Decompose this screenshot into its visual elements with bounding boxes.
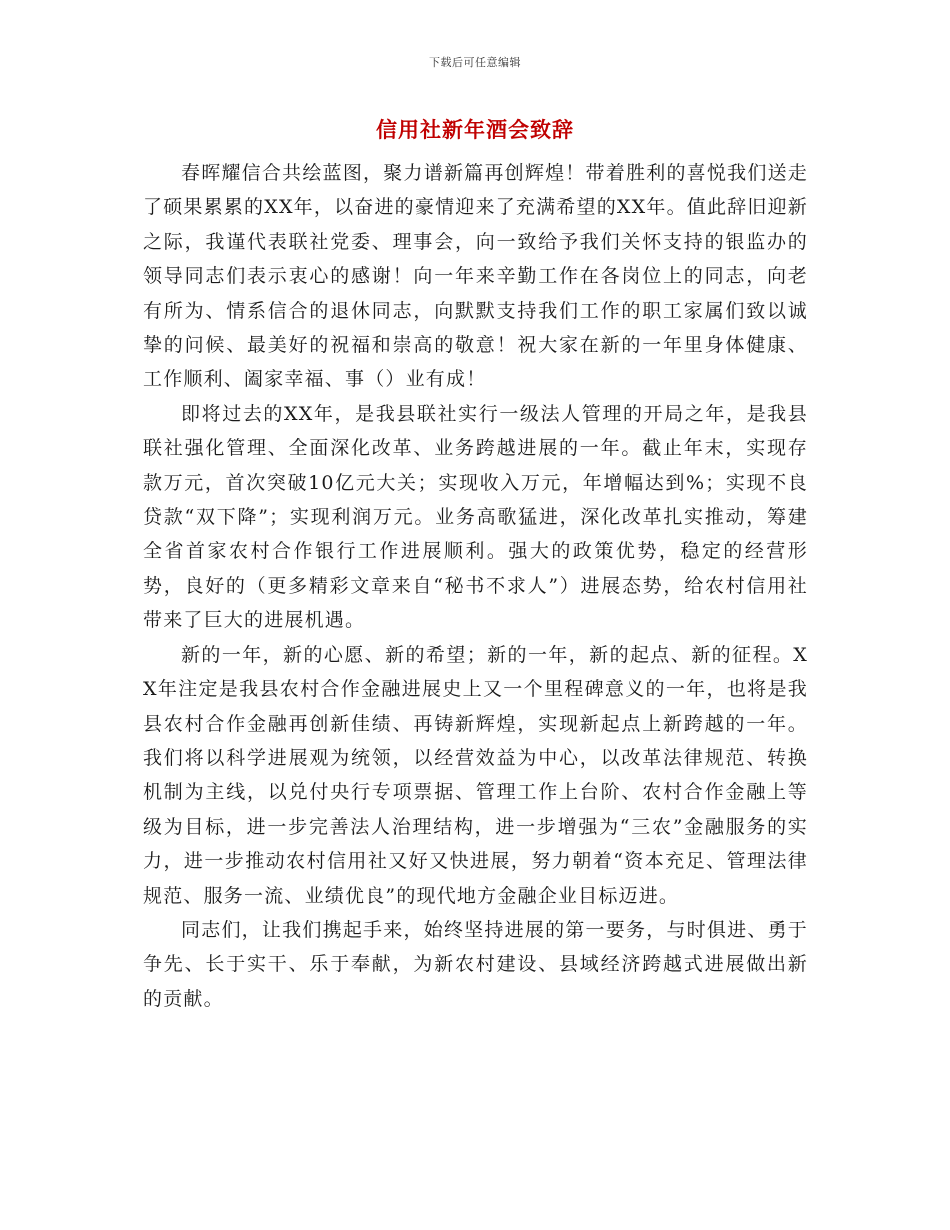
paragraph-4: 同志们，让我们携起手来，始终坚持进展的第一要务，与时俱进、勇于争先、长于实干、乐于奉献，为新农村建设、县域经济跨越式进展做出新的贡献。 <box>143 918 808 1010</box>
header-note: 下载后可任意编辑 <box>429 56 521 69</box>
paragraph-1: 春晖耀信合共绘蓝图，聚力谱新篇再创辉煌！带着胜利的喜悦我们送走了硕果累累的XX年，以奋进的豪情迎来了充满希望的XX年。值此辞旧迎新之际，我谨代表联社党委、理事会，向一致给予我们关怀支持的银监办的领导同志们表示衷心的感谢！向一年来辛勤工作在各岗位上的同志，向老有所为、情系信合的退休同志，向默默支持我们工作的职工家属们致以诚挚的问候、最美好的祝福和崇高的敬意！祝大家在新的一年里身体健康、工作顺利、阖家幸福、事（）业有成！ <box>143 162 808 391</box>
document-body <box>143 156 808 1016</box>
paragraph-3: 新的一年，新的心愿、新的希望；新的一年，新的起点、新的征程。XX年注定是我县农村合作金融进展史上又一个里程碑意义的一年，也将是我县农村合作金融再创新佳绩、再铸新辉煌，实现新起点上新跨越的一年。我们将以科学进展观为统领，以经营效益为中心，以改革法律规范、转换机制为主线，以兑付央行专项票据、管理工作上台阶、农村合作金融上等级为目标，进一步完善法人治理结构，进一步增强为“三农”金融服务的实力，进一步推动农村信用社又好又快进展，努力朝着“资本充足、管理法律规范、服务一流、业绩优良”的现代地方金融企业目标迈进。 <box>143 643 808 907</box>
document-title: 信用社新年酒会致辞 <box>376 117 574 142</box>
paragraph-2: 即将过去的XX年，是我县联社实行一级法人管理的开局之年，是我县联社强化管理、全面深化改革、业务跨越进展的一年。截止年末，实现存款万元，首次突破10亿元大关；实现收入万元，年增幅达到%；实现不良贷款“双下降”；实现利润万元。业务高歌猛进，深化改革扎实推动，筹建全省首家农村合作银行工作进展顺利。强大的政策优势，稳定的经营形势，良好的（更多精彩文章来自“秘书不求人”）进展态势，给农村信用社带来了巨大的进展机遇。 <box>143 402 808 632</box>
